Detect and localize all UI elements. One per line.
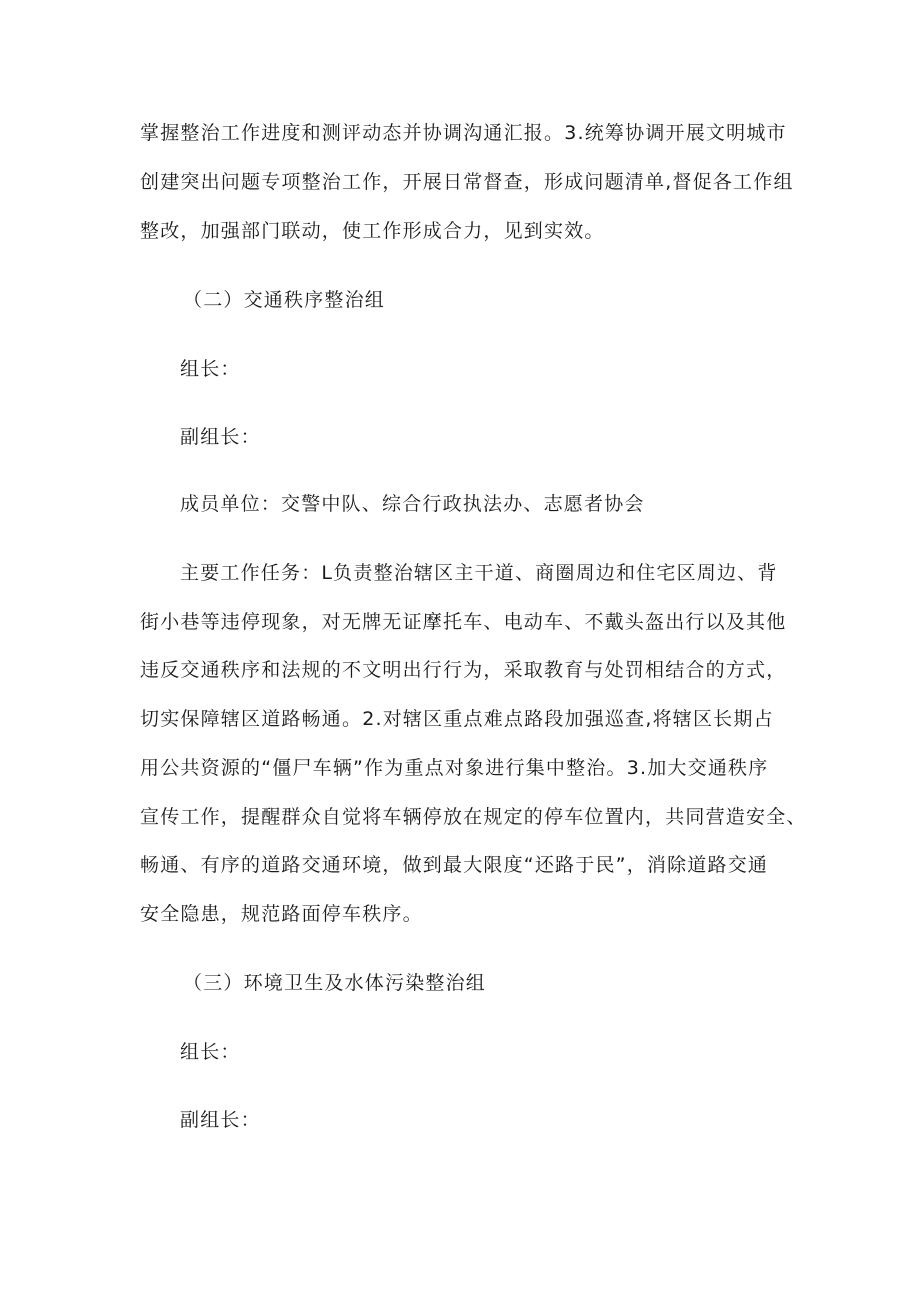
section2-leader: 组长： xyxy=(180,358,241,380)
section3-deputy: 副组长： xyxy=(180,1109,261,1131)
section2-task-line-4: 切实保障辖区道路畅通。2.对辖区重点难点路段加强巡查,将辖区长期占 xyxy=(140,708,774,730)
intro-line-2: 创建突出问题专项整治工作，开展日常督查，形成问题清单,督促各工作组 xyxy=(140,171,794,193)
intro-line-3: 整改，加强部门联动，使工作形成合力，见到实效。 xyxy=(140,220,605,242)
section2-deputy: 副组长： xyxy=(180,426,261,448)
section2-task-line-7: 畅通、有序的道路交通环境，做到最大限度“还路于民”，消除道路交通 xyxy=(140,854,769,876)
section2-task-line-3: 违反交通秩序和法规的不文明出行行为，采取教育与处罚相结合的方式， xyxy=(140,659,787,681)
section2-task-line-6: 宣传工作，提醒群众自觉将车辆停放在规定的停车位置内，共同营造安全、 xyxy=(140,806,807,828)
section2-members: 成员单位：交警中队、综合行政执法办、志愿者协会 xyxy=(180,493,645,515)
section3-leader: 组长： xyxy=(180,1041,241,1063)
section2-task-line-2: 街小巷等违停现象，对无牌无证摩托车、电动车、不戴头盔出行以及其他 xyxy=(140,611,787,633)
section3-heading: （三）环境卫生及水体污染整治组 xyxy=(183,972,487,994)
section2-heading: （二）交通秩序整治组 xyxy=(183,289,386,311)
section2-task-line-1: 主要工作任务：L负责整治辖区主干道、商圈周边和住宅区周边、背 xyxy=(180,562,778,584)
intro-line-1: 掌握整治工作进度和测评动态并协调沟通汇报。3.统筹协调开展文明城市 xyxy=(140,122,787,144)
section2-task-line-8: 安全隐患，规范路面停车秩序。 xyxy=(140,903,423,925)
section2-task-line-5: 用公共资源的“僵尸车辆”作为重点对象进行集中整治。3.加大交通秩序 xyxy=(140,757,769,779)
